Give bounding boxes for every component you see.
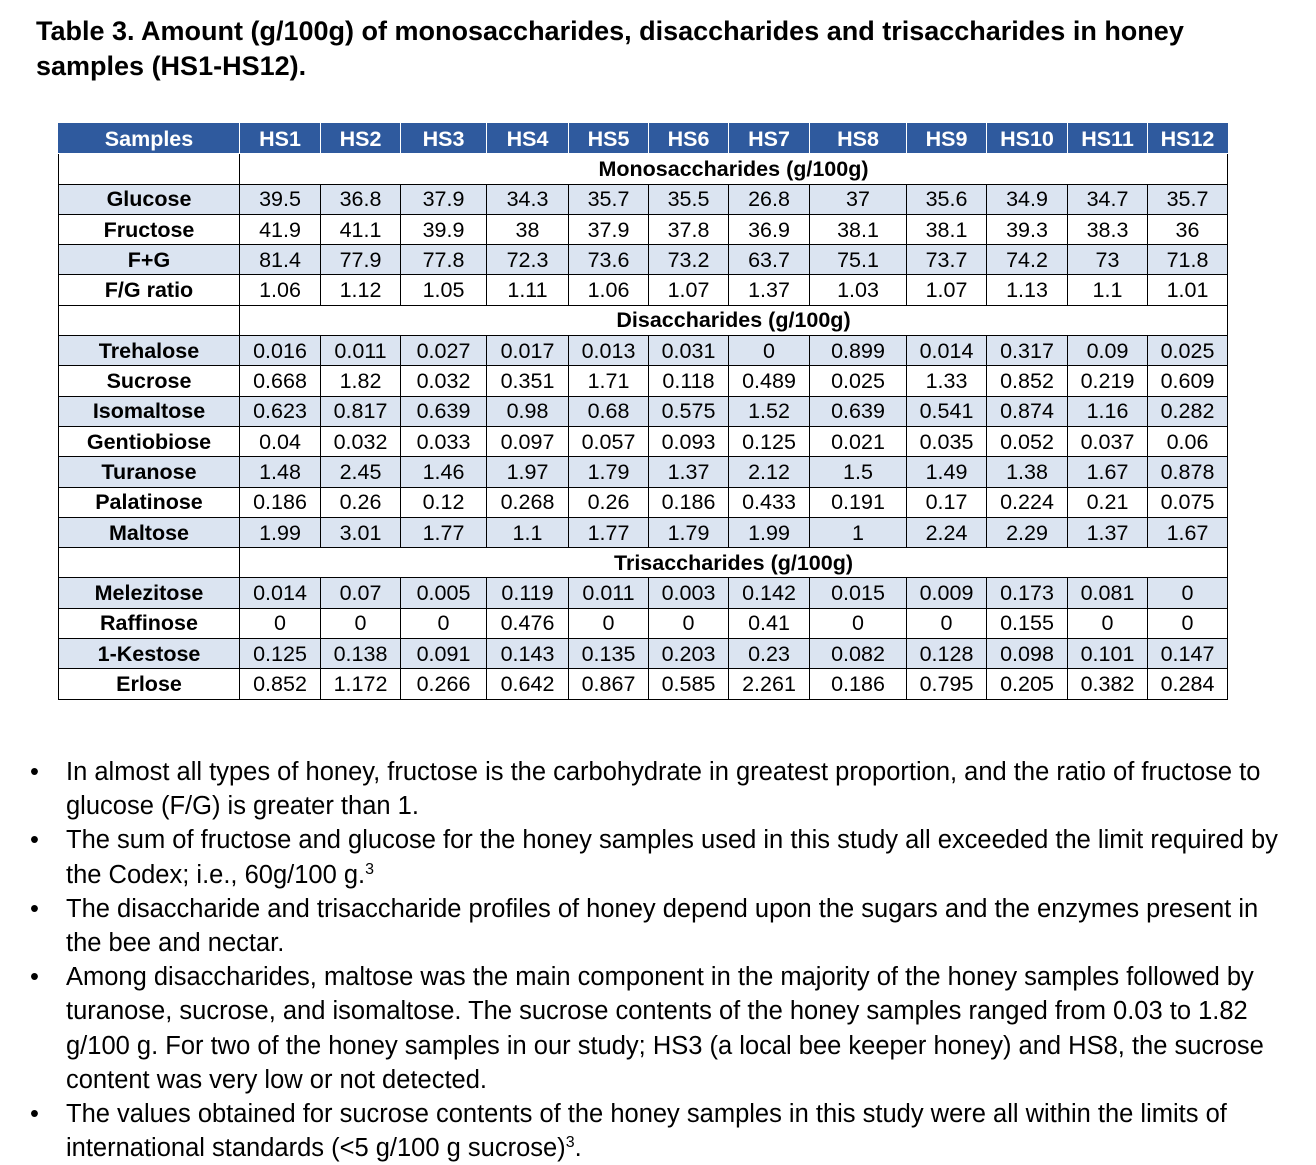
table-cell: 1.99 bbox=[729, 517, 810, 547]
table-cell: 0.07 bbox=[321, 578, 401, 608]
table-cell: 34.3 bbox=[487, 184, 569, 214]
table-cell: 0.639 bbox=[401, 396, 487, 426]
table-cell: 0.147 bbox=[1148, 639, 1228, 669]
bullet-text: The disaccharide and trisaccharide profiles of honey depend upon the sugars and the enzymes present in the bee and nectar. bbox=[66, 894, 1259, 958]
table-cell: 41.1 bbox=[321, 214, 401, 244]
table-cell: 1.82 bbox=[321, 366, 401, 396]
table-cell: 0.12 bbox=[401, 487, 487, 517]
table-cell: 73.6 bbox=[569, 245, 649, 275]
bullet-item bbox=[26, 1097, 1291, 1165]
table-cell: 0.093 bbox=[649, 426, 729, 456]
table-cell: 1.99 bbox=[240, 517, 321, 547]
table-row bbox=[59, 396, 1228, 426]
table-cell: 0.186 bbox=[240, 487, 321, 517]
table-cell: 0 bbox=[240, 608, 321, 638]
table-cell: 0.489 bbox=[729, 366, 810, 396]
table-cell: 34.7 bbox=[1068, 184, 1148, 214]
table-cell: 1.37 bbox=[649, 457, 729, 487]
header-hs8: HS8 bbox=[810, 124, 907, 154]
table-cell: 0.143 bbox=[487, 639, 569, 669]
table-cell: 0.186 bbox=[649, 487, 729, 517]
table-cell: 1.46 bbox=[401, 457, 487, 487]
table-cell: 0.585 bbox=[649, 669, 729, 699]
table-row bbox=[59, 578, 1228, 608]
table-cell: 38 bbox=[487, 214, 569, 244]
table-cell: 37.9 bbox=[401, 184, 487, 214]
table-cell: 0.101 bbox=[1068, 639, 1148, 669]
table-cell: 0.639 bbox=[810, 396, 907, 426]
table-row bbox=[59, 669, 1228, 699]
header-hs9: HS9 bbox=[907, 124, 987, 154]
table-cell: 0.173 bbox=[987, 578, 1068, 608]
table-cell: 81.4 bbox=[240, 245, 321, 275]
table-cell: 0 bbox=[810, 608, 907, 638]
table-cell: 39.3 bbox=[987, 214, 1068, 244]
table-row bbox=[59, 184, 1228, 214]
header-hs4: HS4 bbox=[487, 124, 569, 154]
table-cell: 1.67 bbox=[1068, 457, 1148, 487]
table-cell: 0.268 bbox=[487, 487, 569, 517]
table-cell: 77.9 bbox=[321, 245, 401, 275]
table-cell: 0.867 bbox=[569, 669, 649, 699]
table-cell: 0.011 bbox=[569, 578, 649, 608]
table-cell: 0.09 bbox=[1068, 336, 1148, 366]
table-cell: 37.8 bbox=[649, 214, 729, 244]
table-cell: 0.003 bbox=[649, 578, 729, 608]
table-cell: 1.77 bbox=[401, 517, 487, 547]
table-cell: 0.795 bbox=[907, 669, 987, 699]
table-row bbox=[59, 275, 1228, 305]
row-label: Maltose bbox=[59, 517, 240, 547]
table-cell: 0.125 bbox=[240, 639, 321, 669]
table-cell: 0.025 bbox=[1148, 336, 1228, 366]
row-label: 1-Kestose bbox=[59, 639, 240, 669]
table-cell: 73.7 bbox=[907, 245, 987, 275]
table-cell: 72.3 bbox=[487, 245, 569, 275]
table-cell: 2.261 bbox=[729, 669, 810, 699]
table-cell: 0.899 bbox=[810, 336, 907, 366]
row-label: Sucrose bbox=[59, 366, 240, 396]
row-label: Raffinose bbox=[59, 608, 240, 638]
table-cell: 0.266 bbox=[401, 669, 487, 699]
table-cell: 0.135 bbox=[569, 639, 649, 669]
table-cell: 0 bbox=[569, 608, 649, 638]
table-cell: 35.7 bbox=[1148, 184, 1228, 214]
bullet-item bbox=[26, 755, 1291, 823]
table-cell: 0.037 bbox=[1068, 426, 1148, 456]
table-cell: 0.623 bbox=[240, 396, 321, 426]
table-cell: 39.9 bbox=[401, 214, 487, 244]
table-cell: 0.035 bbox=[907, 426, 987, 456]
table-cell: 38.1 bbox=[907, 214, 987, 244]
bullet-dot-icon: • bbox=[30, 758, 39, 786]
table-cell: 0.26 bbox=[321, 487, 401, 517]
section-label: Trisaccharides (g/100g) bbox=[240, 548, 1228, 578]
table-cell: 0.027 bbox=[401, 336, 487, 366]
table-cell: 0 bbox=[907, 608, 987, 638]
table-cell: 36.9 bbox=[729, 214, 810, 244]
table-cell: 1.5 bbox=[810, 457, 907, 487]
table-cell: 35.7 bbox=[569, 184, 649, 214]
table-cell: 0.21 bbox=[1068, 487, 1148, 517]
honey-sugar-table bbox=[58, 123, 1228, 700]
table-cell: 0.052 bbox=[987, 426, 1068, 456]
header-hs1: HS1 bbox=[240, 124, 321, 154]
table-cell: 2.12 bbox=[729, 457, 810, 487]
table-cell: 0.082 bbox=[810, 639, 907, 669]
header-hs5: HS5 bbox=[569, 124, 649, 154]
table-cell: 71.8 bbox=[1148, 245, 1228, 275]
bullet-text: The values obtained for sucrose contents of the honey samples in this study were all within the limits of international standards (<5 g/100 g sucrose) bbox=[66, 1100, 1227, 1163]
table-cell: 1.07 bbox=[649, 275, 729, 305]
table-cell: 1.05 bbox=[401, 275, 487, 305]
table-cell: 1.48 bbox=[240, 457, 321, 487]
row-label: Fructose bbox=[59, 214, 240, 244]
table-cell: 0.097 bbox=[487, 426, 569, 456]
table-cell: 0.23 bbox=[729, 639, 810, 669]
table-cell: 0.025 bbox=[810, 366, 907, 396]
table-cell: 0.017 bbox=[487, 336, 569, 366]
table-cell: 1.67 bbox=[1148, 517, 1228, 547]
table-row bbox=[59, 214, 1228, 244]
row-label: Turanose bbox=[59, 457, 240, 487]
table-row bbox=[59, 336, 1228, 366]
table-cell: 0.075 bbox=[1148, 487, 1228, 517]
table-cell: 0.032 bbox=[321, 426, 401, 456]
header-samples: Samples bbox=[59, 124, 240, 154]
table-cell: 36 bbox=[1148, 214, 1228, 244]
bullet-dot-icon: • bbox=[30, 1100, 39, 1129]
table-cell: 0 bbox=[321, 608, 401, 638]
section-row bbox=[59, 154, 1228, 184]
table-cell: 0.009 bbox=[907, 578, 987, 608]
table-title: Table 3. Amount (g/100g) of monosaccharides, disaccharides and trisaccharides in honey samples (HS1-HS12). bbox=[36, 16, 1184, 81]
table-cell: 34.9 bbox=[987, 184, 1068, 214]
table-cell: 0.642 bbox=[487, 669, 569, 699]
table-cell: 37.9 bbox=[569, 214, 649, 244]
bullet-dot-icon: • bbox=[30, 963, 39, 992]
table-cell: 0.04 bbox=[240, 426, 321, 456]
table-cell: 1.71 bbox=[569, 366, 649, 396]
bullet-text: The sum of fructose and glucose for the honey samples used in this study all exceeded the limit required by the Codex; i.e., 60g/100 g. bbox=[66, 826, 1278, 889]
row-label: Glucose bbox=[59, 184, 240, 214]
table-cell: 0.203 bbox=[649, 639, 729, 669]
table-cell: 1.12 bbox=[321, 275, 401, 305]
section-row bbox=[59, 548, 1228, 578]
table-cell: 63.7 bbox=[729, 245, 810, 275]
table-cell: 0.155 bbox=[987, 608, 1068, 638]
table-cell: 0.41 bbox=[729, 608, 810, 638]
table-cell: 3.01 bbox=[321, 517, 401, 547]
table-cell: 0.057 bbox=[569, 426, 649, 456]
header-hs6: HS6 bbox=[649, 124, 729, 154]
bullet-text: Among disaccharides, maltose was the main component in the majority of the honey samples followed by turanose, sucrose, and isomaltose. The sucrose contents of the honey samples ranged from 0.03 to 1.82 g/100 g. For two of the honey samples in our study; HS3 (a local bee keeper honey) and HS8, the sucrose content was very low or not detected. bbox=[66, 963, 1264, 1094]
table-cell: 0.033 bbox=[401, 426, 487, 456]
table-cell: 1.33 bbox=[907, 366, 987, 396]
table-cell: 0.609 bbox=[1148, 366, 1228, 396]
table-cell: 0.191 bbox=[810, 487, 907, 517]
table-body bbox=[59, 154, 1228, 699]
table-cell: 0.575 bbox=[649, 396, 729, 426]
table-cell: 1 bbox=[810, 517, 907, 547]
table-cell: 1.52 bbox=[729, 396, 810, 426]
section-row-blank bbox=[59, 154, 240, 184]
table-cell: 0.874 bbox=[987, 396, 1068, 426]
table-cell: 1.1 bbox=[1068, 275, 1148, 305]
table-cell: 2.29 bbox=[987, 517, 1068, 547]
table-cell: 35.5 bbox=[649, 184, 729, 214]
table-cell: 1.06 bbox=[240, 275, 321, 305]
table-cell: 1.38 bbox=[987, 457, 1068, 487]
table-cell: 1.172 bbox=[321, 669, 401, 699]
table-cell: 0.119 bbox=[487, 578, 569, 608]
table-cell: 1.16 bbox=[1068, 396, 1148, 426]
table-cell: 0.125 bbox=[729, 426, 810, 456]
section-row-blank bbox=[59, 305, 240, 335]
citation-superscript: 3 bbox=[565, 1134, 575, 1152]
table-cell: 0.081 bbox=[1068, 578, 1148, 608]
table-cell: 0.282 bbox=[1148, 396, 1228, 426]
table-cell: 1.97 bbox=[487, 457, 569, 487]
table-cell: 0.021 bbox=[810, 426, 907, 456]
table-cell: 0.317 bbox=[987, 336, 1068, 366]
table-cell: 36.8 bbox=[321, 184, 401, 214]
table-cell: 0.031 bbox=[649, 336, 729, 366]
table-cell: 1.77 bbox=[569, 517, 649, 547]
row-label: F+G bbox=[59, 245, 240, 275]
row-label: Trehalose bbox=[59, 336, 240, 366]
table-cell: 0.013 bbox=[569, 336, 649, 366]
table-cell: 0 bbox=[1148, 578, 1228, 608]
table-cell: 0.433 bbox=[729, 487, 810, 517]
table-cell: 0.205 bbox=[987, 669, 1068, 699]
table-cell: 0.68 bbox=[569, 396, 649, 426]
table-cell: 0.219 bbox=[1068, 366, 1148, 396]
table-cell: 0 bbox=[1148, 608, 1228, 638]
table-cell: 1.37 bbox=[729, 275, 810, 305]
table-cell: 0.128 bbox=[907, 639, 987, 669]
row-label: Gentiobiose bbox=[59, 426, 240, 456]
table-cell: 0 bbox=[401, 608, 487, 638]
table-cell: 1.37 bbox=[1068, 517, 1148, 547]
table-cell: 0.817 bbox=[321, 396, 401, 426]
table-cell: 0.852 bbox=[987, 366, 1068, 396]
row-label: Palatinose bbox=[59, 487, 240, 517]
table-cell: 0.014 bbox=[240, 578, 321, 608]
table-cell: 74.2 bbox=[987, 245, 1068, 275]
bullet-list bbox=[26, 755, 1291, 1165]
table-row bbox=[59, 366, 1228, 396]
row-label: F/G ratio bbox=[59, 275, 240, 305]
table-cell: 41.9 bbox=[240, 214, 321, 244]
table-cell: 0.091 bbox=[401, 639, 487, 669]
header-hs12: HS12 bbox=[1148, 124, 1228, 154]
row-label: Isomaltose bbox=[59, 396, 240, 426]
table-cell: 0.098 bbox=[987, 639, 1068, 669]
header-hs2: HS2 bbox=[321, 124, 401, 154]
table-cell: 0.284 bbox=[1148, 669, 1228, 699]
table-cell: 0.541 bbox=[907, 396, 987, 426]
table-cell: 39.5 bbox=[240, 184, 321, 214]
table-cell: 1.1 bbox=[487, 517, 569, 547]
table-row bbox=[59, 487, 1228, 517]
table-cell: 0.138 bbox=[321, 639, 401, 669]
table-cell: 0.015 bbox=[810, 578, 907, 608]
table-cell: 1.11 bbox=[487, 275, 569, 305]
table-cell: 0.06 bbox=[1148, 426, 1228, 456]
section-row bbox=[59, 305, 1228, 335]
table-cell: 0.476 bbox=[487, 608, 569, 638]
row-label: Melezitose bbox=[59, 578, 240, 608]
table-cell: 0.98 bbox=[487, 396, 569, 426]
table-cell: 0.224 bbox=[987, 487, 1068, 517]
table-cell: 0.014 bbox=[907, 336, 987, 366]
header-hs11: HS11 bbox=[1068, 124, 1148, 154]
table-cell: 0.878 bbox=[1148, 457, 1228, 487]
table-cell: 37 bbox=[810, 184, 907, 214]
table-row bbox=[59, 245, 1228, 275]
table-cell: 2.45 bbox=[321, 457, 401, 487]
table-cell: 0.382 bbox=[1068, 669, 1148, 699]
table-cell: 35.6 bbox=[907, 184, 987, 214]
table-cell: 26.8 bbox=[729, 184, 810, 214]
table-cell: 0 bbox=[649, 608, 729, 638]
section-label: Disaccharides (g/100g) bbox=[240, 305, 1228, 335]
table-cell: 1.49 bbox=[907, 457, 987, 487]
table-cell: 0.118 bbox=[649, 366, 729, 396]
bullet-tail: . bbox=[574, 1134, 582, 1163]
table-cell: 0.186 bbox=[810, 669, 907, 699]
table-row bbox=[59, 639, 1228, 669]
table-cell: 0.142 bbox=[729, 578, 810, 608]
table-cell: 0.852 bbox=[240, 669, 321, 699]
row-label: Erlose bbox=[59, 669, 240, 699]
table-cell: 0.016 bbox=[240, 336, 321, 366]
table-cell: 1.01 bbox=[1148, 275, 1228, 305]
table-cell: 0.17 bbox=[907, 487, 987, 517]
table-cell: 0.005 bbox=[401, 578, 487, 608]
section-label: Monosaccharides (g/100g) bbox=[240, 154, 1228, 184]
table-cell: 1.06 bbox=[569, 275, 649, 305]
table-cell: 1.13 bbox=[987, 275, 1068, 305]
header-hs10: HS10 bbox=[987, 124, 1068, 154]
table-cell: 1.07 bbox=[907, 275, 987, 305]
table-cell: 0.032 bbox=[401, 366, 487, 396]
bullet-item bbox=[26, 823, 1291, 891]
bullet-dot-icon: • bbox=[30, 826, 39, 855]
bullet-item bbox=[26, 960, 1291, 1097]
citation-superscript: 3 bbox=[365, 860, 375, 878]
table-row bbox=[59, 457, 1228, 487]
table-cell: 73.2 bbox=[649, 245, 729, 275]
bullet-text: In almost all types of honey, fructose is the carbohydrate in greatest proportion, and the ratio of fructose to glucose (F/G) is greater than 1. bbox=[66, 758, 1261, 821]
table-cell: 0.011 bbox=[321, 336, 401, 366]
table-row bbox=[59, 608, 1228, 638]
table-cell: 1.79 bbox=[649, 517, 729, 547]
table-cell: 73 bbox=[1068, 245, 1148, 275]
table-cell: 0.26 bbox=[569, 487, 649, 517]
table-cell: 38.1 bbox=[810, 214, 907, 244]
table-row bbox=[59, 517, 1228, 547]
table-cell: 0.351 bbox=[487, 366, 569, 396]
table-cell: 0.668 bbox=[240, 366, 321, 396]
table-cell: 0 bbox=[729, 336, 810, 366]
table-cell: 2.24 bbox=[907, 517, 987, 547]
section-row-blank bbox=[59, 548, 240, 578]
bullet-item bbox=[26, 892, 1291, 960]
table-cell: 38.3 bbox=[1068, 214, 1148, 244]
bullet-dot-icon: • bbox=[30, 894, 39, 923]
table-cell: 77.8 bbox=[401, 245, 487, 275]
table-cell: 1.03 bbox=[810, 275, 907, 305]
header-hs3: HS3 bbox=[401, 124, 487, 154]
header-hs7: HS7 bbox=[729, 124, 810, 154]
table-cell: 75.1 bbox=[810, 245, 907, 275]
table-header-row bbox=[59, 124, 1228, 154]
table-cell: 1.79 bbox=[569, 457, 649, 487]
table-cell: 0 bbox=[1068, 608, 1148, 638]
table-row bbox=[59, 426, 1228, 456]
